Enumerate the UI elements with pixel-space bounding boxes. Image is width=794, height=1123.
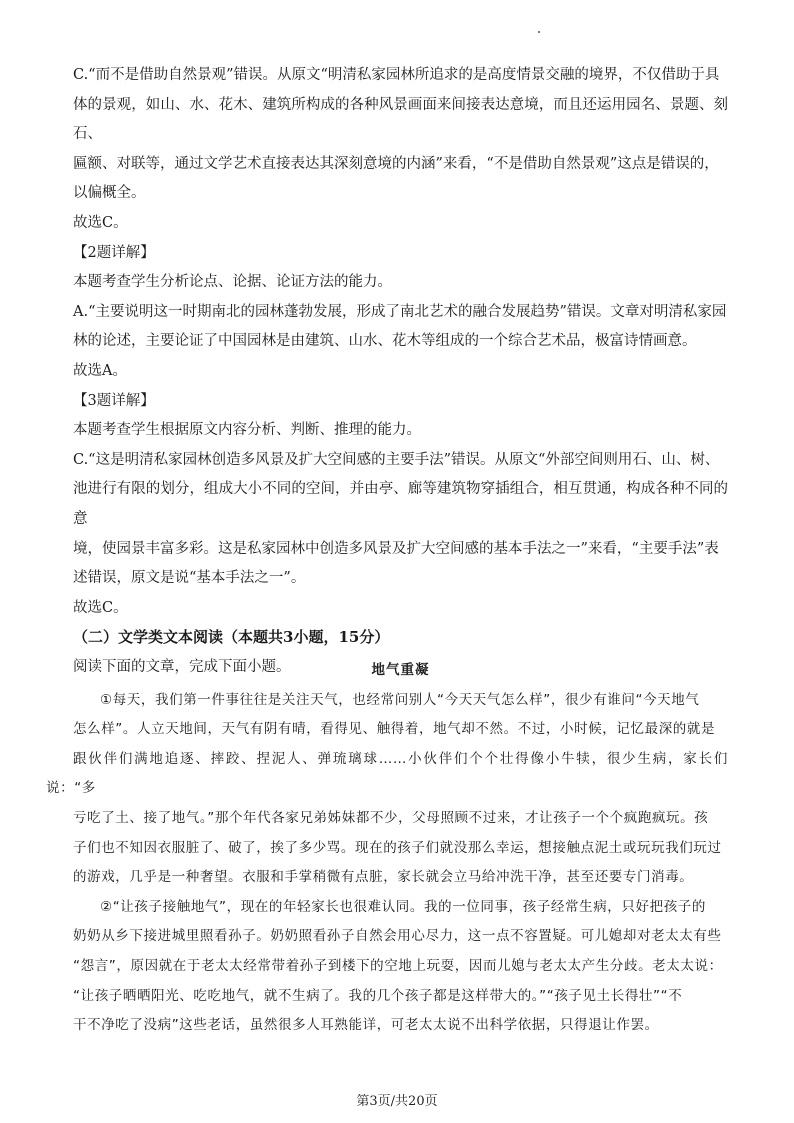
article-paragraph-2	[73, 893, 728, 1041]
paragraph-line: ①每天，我们第一件事往往是关注天气，也经常问别人“今天天气怎么样”，很少有谁问“今天地气	[100, 691, 700, 708]
q2-explanation	[73, 298, 728, 357]
q2-line: A.“主要说明这一时期南北的园林蓬勃发展，形成了南北艺术的融合发展趋势”错误。文章对明清私家园	[73, 303, 727, 320]
paragraph-line: 跟伙伴们满地追逐、摔跤、捏泥人、弹琉璃球……小伙伴们个个壮得像小牛犊，很少生病，家长们说：“多	[46, 750, 728, 797]
q1-line: C.“而不是借助自然景观”错误。从原文“明清私家园林所追求的是高度情景交融的境界，不仅借助于具	[73, 67, 720, 83]
q3-line: 池进行有限的划分，组成大小不同的空间，并由亭、廊等建筑物穿插组合，相互贯通，构成各种不同的意	[73, 481, 728, 527]
paragraph-line: 干不净吃了没病”这些老话，虽然很多人耳熟能详，可老太太说不出科学依据，只得退让作罢。	[73, 1017, 659, 1034]
paragraph-line: “让孩子晒晒阳光、吃吃地气，就不生病了。我的几个孩子都是这样带大的。”“孩子见土长得壮”“不	[73, 987, 683, 1004]
article	[46, 656, 728, 1041]
q3-choice: 故选C。	[73, 599, 128, 616]
paragraph-line: 的游戏，几乎是一种奢望。衣服和手掌稍微有点脏，家长就会立马给冲洗干净，甚至还要专门消毒。	[73, 869, 694, 886]
q2-intro: 本题考查学生分析论点、论据、论证方法的能力。	[73, 274, 392, 291]
section-title: （二）文学类文本阅读（本题共3小题，15分）	[73, 628, 390, 647]
answer-block-q1	[73, 61, 728, 682]
q1-choice: 故选C。	[73, 214, 128, 231]
q2-line: 林的论述，主要论证了中国园林是由建筑、山水、花木等组成的一个综合艺术品，极富诗情画意。	[73, 333, 697, 350]
q3-line: C.“这是明清私家园林创造多风景及扩大空间感的主要手法”错误。从原文“外部空间则用石、山、树、	[73, 451, 720, 468]
section-instruction: 阅读下面的文章，完成下面小题。	[73, 658, 291, 675]
article-paragraph-1	[46, 686, 728, 893]
q3-line: 述错误，原文是说“基本手法之一”。	[73, 570, 306, 587]
q2-choice: 故选A。	[73, 362, 127, 379]
page-number: 第3页/共20页	[356, 1094, 438, 1109]
q1-line: 以偏概全。	[73, 185, 146, 202]
paragraph-line: ②“让孩子接触地气”，现在的年轻家长也很难认同。我的一位同事，孩子经常生病，只好把孩子的	[100, 898, 706, 915]
paragraph-line: 亏吃了土、接了地气。”那个年代各家兄弟姊妹都不少，父母照顾不过来，才让孩子一个个疯跑疯玩。孩	[73, 809, 709, 826]
scan-dot	[538, 31, 540, 33]
q2-heading: 【2题详解】	[73, 244, 155, 261]
q3-intro: 本题考查学生根据原文内容分析、判断、推理的能力。	[73, 422, 421, 439]
q1-line: 体的景观，如山、水、花木、建筑所构成的各种风景画面来间接表达意境，而且还运用园名、景题、刻石、	[73, 96, 728, 143]
q1-explanation	[73, 61, 728, 209]
q3-heading: 【3题详解】	[73, 392, 155, 409]
paragraph-line: “怨言”，原因就在于老太太经常带着孙子到楼下的空地上玩耍，因而儿媳与老太太产生分歧。老太太说：	[73, 957, 723, 974]
q3-line: 境，使园景丰富多彩。这是私家园林中创造多风景及扩大空间感的基本手法之一”来看，“主要手法”表	[73, 540, 719, 557]
paragraph-line: 怎么样”。人立天地间，天气有阴有晴，看得见、触得着，地气却不然。不过，小时候，记忆最深的就是	[73, 721, 716, 738]
paragraph-line: 子们也不知因衣服脏了、破了，挨了多少骂。现在的孩子们就没那么幸运，想接触点泥土或玩玩我们玩过	[73, 839, 722, 856]
paragraph-line: 奶奶从乡下接进城里照看孙子。奶奶照看孙子自然会用心尽力，这一点不容置疑。可儿媳却对老太太有些	[73, 928, 722, 945]
article-title: 地气重凝	[371, 662, 430, 678]
q1-line: 匾额、对联等，通过文学艺术直接表达其深刻意境的内涵”来看，“不是借助自然景观”这点是错误的，	[73, 155, 719, 172]
q3-explanation	[73, 446, 728, 594]
